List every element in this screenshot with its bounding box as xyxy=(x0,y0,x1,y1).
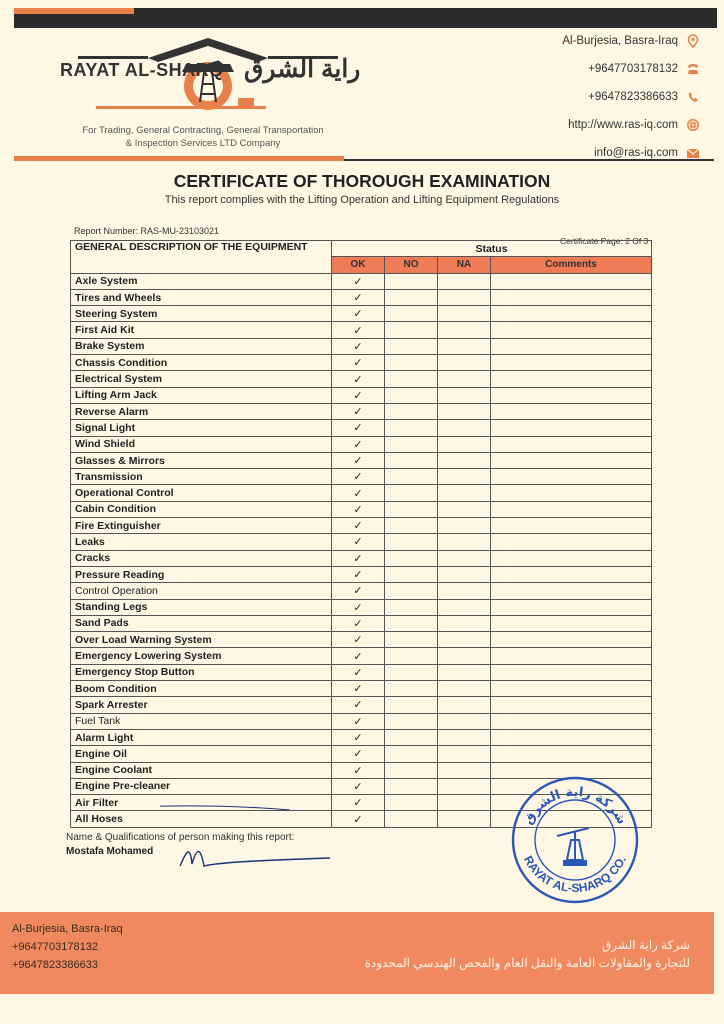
table-row xyxy=(71,403,652,419)
no-cell xyxy=(385,518,438,534)
comments-cell xyxy=(491,566,652,582)
certificate-title: CERTIFICATE OF THOROUGH EXAMINATION xyxy=(173,171,551,191)
na-cell xyxy=(438,518,491,534)
ok-cell: ✓ xyxy=(332,403,385,419)
na-cell xyxy=(438,615,491,631)
equipment-item: Signal Light xyxy=(71,420,332,436)
comments-cell xyxy=(491,518,652,534)
ok-cell: ✓ xyxy=(332,452,385,468)
na-cell xyxy=(438,289,491,305)
table-row xyxy=(71,534,652,550)
company-subtitle xyxy=(58,124,348,150)
contact-address-text: Al-Burjesia, Basra-Iraq xyxy=(562,35,678,47)
email-icon xyxy=(686,146,700,160)
comments-cell xyxy=(491,289,652,305)
no-cell xyxy=(385,632,438,648)
contact-website-text: http://www.ras-iq.com xyxy=(568,119,678,131)
footer-arabic-line-1: شركة راية الشرق xyxy=(601,938,690,952)
ok-cell: ✓ xyxy=(332,713,385,729)
comments-cell xyxy=(491,681,652,697)
no-cell xyxy=(385,387,438,403)
table-row xyxy=(71,681,652,697)
contact-phone-1 xyxy=(588,62,700,76)
table-row xyxy=(71,697,652,713)
footer-phone-2: +9647823386633 xyxy=(12,959,98,971)
ok-cell: ✓ xyxy=(332,371,385,387)
compliance-statement: This report complies with the Lifting Operation and Lifting Equipment Regulations xyxy=(164,194,560,206)
no-cell xyxy=(385,306,438,322)
comments-cell xyxy=(491,534,652,550)
ok-cell: ✓ xyxy=(332,762,385,778)
contact-website xyxy=(568,118,700,132)
ok-cell: ✓ xyxy=(332,322,385,338)
equipment-item: Sand Pads xyxy=(71,615,332,631)
no-cell xyxy=(385,615,438,631)
no-cell xyxy=(385,583,438,599)
equipment-item: Steering System xyxy=(71,306,332,322)
table-row xyxy=(71,664,652,680)
inspector-name: Mostafa Mohamed xyxy=(66,846,154,857)
ok-cell: ✓ xyxy=(332,387,385,403)
comments-cell xyxy=(491,306,652,322)
table-row xyxy=(71,566,652,582)
table-row xyxy=(71,648,652,664)
table-row xyxy=(71,469,652,485)
table-row xyxy=(71,452,652,468)
equipment-table xyxy=(70,240,652,828)
equipment-item: First Aid Kit xyxy=(71,322,332,338)
mobile-icon xyxy=(686,90,700,104)
equipment-item: Spark Arrester xyxy=(71,697,332,713)
comments-cell xyxy=(491,322,652,338)
ok-cell: ✓ xyxy=(332,811,385,827)
equipment-item: Axle System xyxy=(71,273,332,289)
no-cell xyxy=(385,289,438,305)
na-cell xyxy=(438,648,491,664)
equipment-item: Leaks xyxy=(71,534,332,550)
no-cell xyxy=(385,729,438,745)
phone-icon xyxy=(686,62,700,76)
no-cell xyxy=(385,501,438,517)
col-no-header: NO xyxy=(385,257,438,273)
ok-cell: ✓ xyxy=(332,534,385,550)
comments-cell xyxy=(491,355,652,371)
comments-cell xyxy=(491,387,652,403)
ok-cell: ✓ xyxy=(332,632,385,648)
na-cell xyxy=(438,746,491,762)
table-row xyxy=(71,355,652,371)
ok-cell: ✓ xyxy=(332,729,385,745)
no-cell xyxy=(385,778,438,794)
no-cell xyxy=(385,599,438,615)
na-cell xyxy=(438,387,491,403)
equipment-item: Fuel Tank xyxy=(71,713,332,729)
equipment-item: Chassis Condition xyxy=(71,355,332,371)
no-cell xyxy=(385,697,438,713)
ok-cell: ✓ xyxy=(332,746,385,762)
company-stamp xyxy=(505,776,645,906)
comments-cell xyxy=(491,420,652,436)
ok-cell: ✓ xyxy=(332,795,385,811)
equipment-item: Over Load Warning System xyxy=(71,632,332,648)
na-cell xyxy=(438,355,491,371)
no-cell xyxy=(385,648,438,664)
ok-cell: ✓ xyxy=(332,615,385,631)
table-row xyxy=(71,289,652,305)
table-row xyxy=(71,387,652,403)
contact-email-text: info@ras-iq.com xyxy=(594,147,678,159)
desc-header: GENERAL DESCRIPTION OF THE EQUIPMENT xyxy=(71,241,332,274)
equipment-item: Wind Shield xyxy=(71,436,332,452)
subtitle-line-1: For Trading, General Contracting, General Transportation xyxy=(82,125,324,136)
equipment-item: Boom Condition xyxy=(71,681,332,697)
equipment-item: Operational Control xyxy=(71,485,332,501)
na-cell xyxy=(438,681,491,697)
no-cell xyxy=(385,762,438,778)
header-divider-line xyxy=(344,159,714,161)
na-cell xyxy=(438,469,491,485)
equipment-item: Electrical System xyxy=(71,371,332,387)
table-row xyxy=(71,746,652,762)
table-row xyxy=(71,322,652,338)
na-cell xyxy=(438,713,491,729)
no-cell xyxy=(385,355,438,371)
no-cell xyxy=(385,485,438,501)
signature-label: Name & Qualifications of person making this report: xyxy=(66,832,295,843)
footer-address: Al-Burjesia, Basra-Iraq xyxy=(12,923,123,935)
na-cell xyxy=(438,811,491,827)
no-cell xyxy=(385,550,438,566)
comments-cell xyxy=(491,729,652,745)
location-icon xyxy=(686,34,700,48)
status-header: Status xyxy=(332,241,652,257)
na-cell xyxy=(438,795,491,811)
comments-cell xyxy=(491,648,652,664)
ok-cell: ✓ xyxy=(332,778,385,794)
comments-cell xyxy=(491,436,652,452)
ok-cell: ✓ xyxy=(332,436,385,452)
no-cell xyxy=(385,273,438,289)
table-row xyxy=(71,599,652,615)
footer-contact xyxy=(12,920,123,974)
report-number: Report Number: RAS-MU-23103021 xyxy=(74,226,220,236)
table-row xyxy=(71,632,652,648)
ok-cell: ✓ xyxy=(332,355,385,371)
comments-cell xyxy=(491,501,652,517)
equipment-item: All Hoses xyxy=(71,811,332,827)
comments-cell xyxy=(491,452,652,468)
comments-cell xyxy=(491,469,652,485)
comments-cell xyxy=(491,273,652,289)
na-cell xyxy=(438,420,491,436)
na-cell xyxy=(438,664,491,680)
na-cell xyxy=(438,273,491,289)
comments-cell xyxy=(491,550,652,566)
ok-cell: ✓ xyxy=(332,599,385,615)
ok-cell: ✓ xyxy=(332,664,385,680)
subtitle-line-2: & Inspection Services LTD Company xyxy=(125,138,281,149)
equipment-item: Pressure Reading xyxy=(71,566,332,582)
na-cell xyxy=(438,762,491,778)
equipment-item: Engine Coolant xyxy=(71,762,332,778)
ok-cell: ✓ xyxy=(332,501,385,517)
comments-cell xyxy=(491,697,652,713)
no-cell xyxy=(385,681,438,697)
no-cell xyxy=(385,436,438,452)
na-cell xyxy=(438,778,491,794)
comments-cell xyxy=(491,485,652,501)
contact-phone-2-text: +9647823386633 xyxy=(588,91,678,103)
na-cell xyxy=(438,485,491,501)
ok-cell: ✓ xyxy=(332,338,385,354)
equipment-item: Engine Oil xyxy=(71,746,332,762)
na-cell xyxy=(438,632,491,648)
na-cell xyxy=(438,322,491,338)
comments-cell xyxy=(491,599,652,615)
ok-cell: ✓ xyxy=(332,681,385,697)
equipment-item: Fire Extinguisher xyxy=(71,518,332,534)
na-cell xyxy=(438,729,491,745)
na-cell xyxy=(438,436,491,452)
equipment-item: Brake System xyxy=(71,338,332,354)
footer-arabic xyxy=(365,936,690,972)
no-cell xyxy=(385,534,438,550)
col-ok-header: OK xyxy=(332,257,385,273)
equipment-item: Transmission xyxy=(71,469,332,485)
ok-cell: ✓ xyxy=(332,648,385,664)
ok-cell: ✓ xyxy=(332,273,385,289)
logo-text-english: RAYAT AL-SHARQ xyxy=(60,60,224,80)
comments-cell xyxy=(491,583,652,599)
equipment-item: Lifting Arm Jack xyxy=(71,387,332,403)
na-cell xyxy=(438,306,491,322)
equipment-item: Emergency Stop Button xyxy=(71,664,332,680)
equipment-item: Glasses & Mirrors xyxy=(71,452,332,468)
na-cell xyxy=(438,583,491,599)
table-row xyxy=(71,273,652,289)
no-cell xyxy=(385,746,438,762)
contact-email xyxy=(594,146,700,160)
ok-cell: ✓ xyxy=(332,550,385,566)
ok-cell: ✓ xyxy=(332,289,385,305)
no-cell xyxy=(385,322,438,338)
comments-cell xyxy=(491,338,652,354)
table-row xyxy=(71,436,652,452)
table-row xyxy=(71,501,652,517)
table-row xyxy=(71,485,652,501)
comments-cell xyxy=(491,615,652,631)
equipment-item: Control Operation xyxy=(71,583,332,599)
comments-cell xyxy=(491,713,652,729)
na-cell xyxy=(438,501,491,517)
ok-cell: ✓ xyxy=(332,469,385,485)
no-cell xyxy=(385,420,438,436)
no-cell xyxy=(385,566,438,582)
table-row xyxy=(71,583,652,599)
comments-cell xyxy=(491,746,652,762)
equipment-item: Tires and Wheels xyxy=(71,289,332,305)
web-icon xyxy=(686,118,700,132)
na-cell xyxy=(438,371,491,387)
na-cell xyxy=(438,566,491,582)
equipment-item: Cabin Condition xyxy=(71,501,332,517)
ok-cell: ✓ xyxy=(332,485,385,501)
no-cell xyxy=(385,403,438,419)
equipment-item: Standing Legs xyxy=(71,599,332,615)
table-row xyxy=(71,371,652,387)
no-cell xyxy=(385,469,438,485)
ok-cell: ✓ xyxy=(332,566,385,582)
contact-phone-1-text: +9647703178132 xyxy=(588,63,678,75)
comments-cell xyxy=(491,664,652,680)
signature-scribble xyxy=(160,800,360,880)
footer-arabic-line-2: للتجارة والمقاولات العامة والنقل العام والفحص الهندسي المحدودة xyxy=(364,956,690,970)
table-row xyxy=(71,420,652,436)
na-cell xyxy=(438,697,491,713)
logo-text-arabic: راية الشرق xyxy=(244,55,361,83)
table-row xyxy=(71,306,652,322)
na-cell xyxy=(438,550,491,566)
equipment-rows xyxy=(71,273,652,827)
header-divider-accent xyxy=(14,156,344,161)
top-accent-bar xyxy=(14,8,134,14)
comments-cell xyxy=(491,371,652,387)
footer-phone-1: +9647703178132 xyxy=(12,941,98,953)
equipment-item: Emergency Lowering System xyxy=(71,648,332,664)
na-cell xyxy=(438,403,491,419)
table-row xyxy=(71,518,652,534)
col-na-header: NA xyxy=(438,257,491,273)
no-cell xyxy=(385,371,438,387)
equipment-item: Alarm Light xyxy=(71,729,332,745)
equipment-item: Air Filter xyxy=(71,795,332,811)
ok-cell: ✓ xyxy=(332,583,385,599)
stamp-english-text: RAYAT AL-SHARQ CO. xyxy=(520,853,629,896)
equipment-item: Cracks xyxy=(71,550,332,566)
logo-underline xyxy=(96,106,266,109)
table-row xyxy=(71,615,652,631)
table-row xyxy=(71,338,652,354)
no-cell xyxy=(385,452,438,468)
na-cell xyxy=(438,452,491,468)
equipment-item: Engine Pre-cleaner xyxy=(71,778,332,794)
ok-cell: ✓ xyxy=(332,306,385,322)
contact-phone-2 xyxy=(588,90,700,104)
na-cell xyxy=(438,599,491,615)
contact-address xyxy=(562,34,700,48)
na-cell xyxy=(438,534,491,550)
table-row xyxy=(71,550,652,566)
stamp-arabic-text: شركة راية الشرق xyxy=(520,784,630,828)
table-row xyxy=(71,713,652,729)
no-cell xyxy=(385,338,438,354)
certificate-page: Certificate Page: 2 Of 3 xyxy=(560,236,649,246)
comments-cell xyxy=(491,403,652,419)
ok-cell: ✓ xyxy=(332,518,385,534)
ok-cell: ✓ xyxy=(332,697,385,713)
no-cell xyxy=(385,811,438,827)
na-cell xyxy=(438,338,491,354)
equipment-item: Reverse Alarm xyxy=(71,403,332,419)
ok-cell: ✓ xyxy=(332,420,385,436)
table-row xyxy=(71,729,652,745)
no-cell xyxy=(385,795,438,811)
no-cell xyxy=(385,713,438,729)
comments-cell xyxy=(491,632,652,648)
col-comments-header: Comments xyxy=(491,257,652,273)
no-cell xyxy=(385,664,438,680)
